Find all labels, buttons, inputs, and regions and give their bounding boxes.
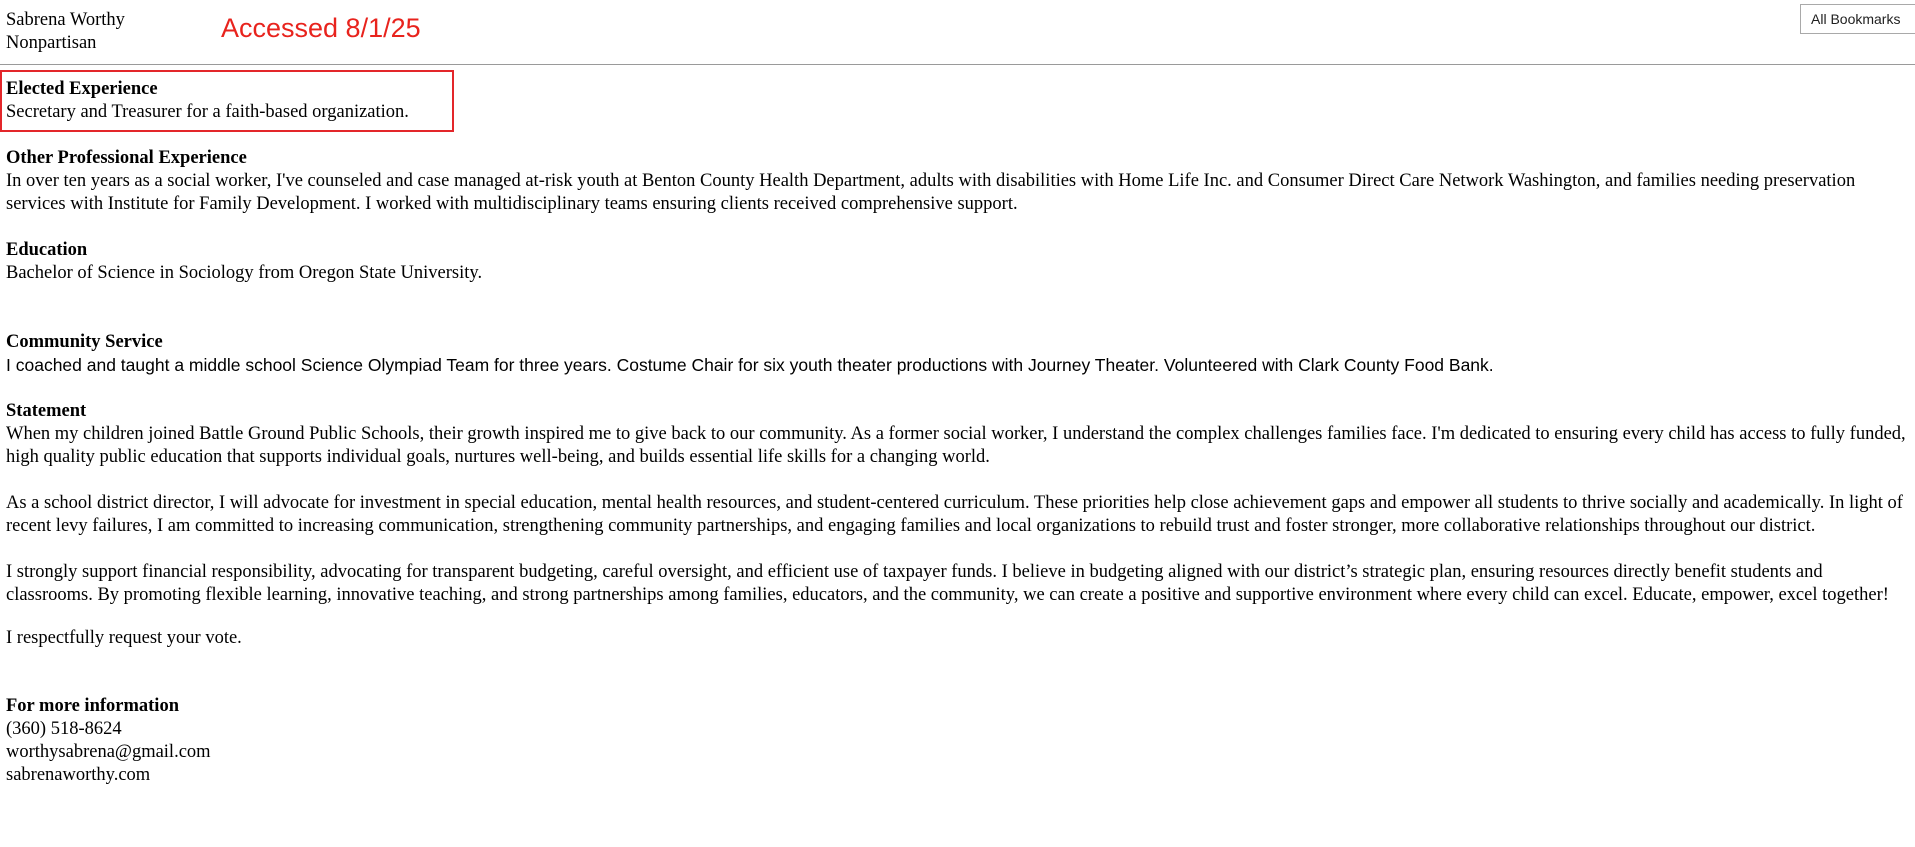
statement-paragraph: As a school district director, I will advocate for investment in special education, mental health resources, and student-centered curriculum. These priorities help close achievement gaps and empower all students to thrive socially and academically. In light of recent levy failures, I am committed to increasing communication, strengthening community partnerships, and engaging families and local organizations to rebuild trust and foster stronger, more collaborative relationships throughout our district.	[6, 493, 1903, 536]
statement-paragraph: When my children joined Battle Ground Public Schools, their growth inspired me to give back to our community. As a former social worker, I understand the complex challenges families face. I'm dedicated to ensuring every child has access to fully funded, high quality public education that supports individual goals, nurtures well-being, and builds essential life skills for a changing world.	[6, 424, 1906, 467]
page-header	[0, 0, 1915, 66]
section-heading: Statement	[6, 401, 87, 421]
professional-experience-section	[6, 147, 1906, 216]
contact-phone: (360) 518-8624	[6, 719, 122, 739]
section-heading: For more information	[6, 696, 179, 716]
statement-paragraph: I respectfully request your vote.	[6, 628, 242, 648]
elected-experience-section	[6, 78, 1906, 124]
contact-section	[6, 695, 1906, 787]
candidate-statement-content	[6, 78, 1906, 787]
header-divider	[0, 64, 1915, 65]
section-text: I coached and taught a middle school Science Olympiad Team for three years. Costume Chair for six youth theater productions with Journey Theater. Volunteered with Clark County Food Bank.	[6, 355, 1494, 375]
statement-paragraph: I strongly support financial responsibility, advocating for transparent budgeting, careful oversight, and efficient use of taxpayer funds. I believe in budgeting aligned with our district’s strategic plan, ensuring resources directly benefit students and classrooms. By promoting flexible learning, innovative teaching, and strong partnerships among families, educators, and the community, we can create a positive and supportive environment where every child can excel. Educate, empower, excel together!	[6, 562, 1889, 605]
candidate-party: Nonpartisan	[6, 33, 97, 53]
section-text: In over ten years as a social worker, I've counseled and case managed at-risk youth at Benton County Health Department, adults with disabilities with Home Life Inc. and Consumer Direct Care Network Washington, and families needing preservation services with Institute for Family Development. I worked with multidisciplinary teams ensuring clients received comprehensive support.	[6, 171, 1856, 214]
section-text: Secretary and Treasurer for a faith-based organization.	[6, 102, 409, 122]
section-heading: Other Professional Experience	[6, 148, 247, 168]
statement-section	[6, 400, 1906, 650]
all-bookmarks-button[interactable]: All Bookmarks	[1800, 4, 1915, 34]
contact-email[interactable]: worthysabrena@gmail.com	[6, 742, 211, 762]
section-heading: Community Service	[6, 332, 163, 352]
contact-website[interactable]: sabrenaworthy.com	[6, 765, 151, 785]
section-heading: Elected Experience	[6, 79, 158, 99]
community-service-section	[6, 331, 1906, 377]
candidate-info	[6, 9, 125, 55]
education-section	[6, 239, 1906, 285]
candidate-name: Sabrena Worthy	[6, 10, 125, 30]
section-heading: Education	[6, 240, 88, 260]
section-text: Bachelor of Science in Sociology from Oregon State University.	[6, 263, 483, 283]
accessed-date-annotation: Accessed 8/1/25	[221, 13, 421, 43]
